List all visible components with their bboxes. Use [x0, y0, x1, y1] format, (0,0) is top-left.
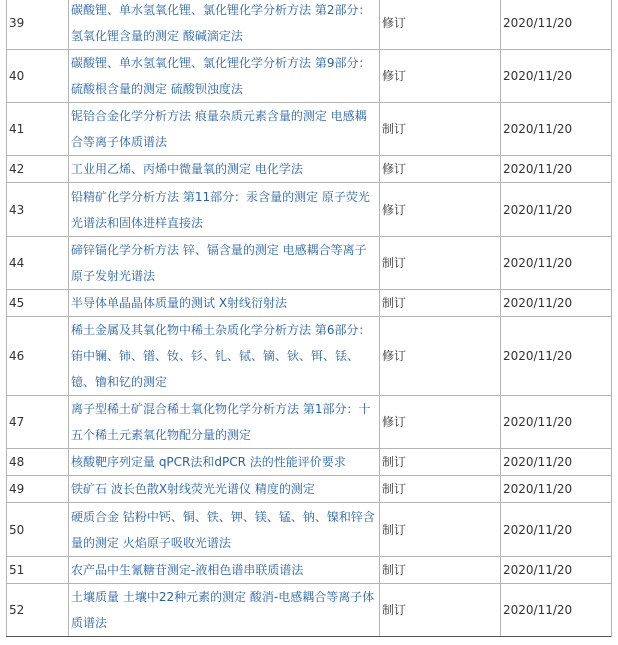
- revision-type: 制订: [380, 449, 501, 476]
- standard-name-link[interactable]: 稀土金属及其氧化物中稀土杂质化学分析方法 第6部分： 铕中镧、铈、镨、钕、钐、钆、铽、镝、钬、铒、铥、镱、镥和钇的测定: [71, 323, 371, 389]
- publish-date: 2020/11/20: [501, 584, 612, 637]
- standard-name-cell: [69, 156, 380, 183]
- standard-name-cell: [69, 183, 380, 237]
- row-number: 48: [7, 449, 69, 476]
- row-number: 40: [7, 50, 69, 103]
- table-row: [7, 476, 612, 503]
- row-number: 41: [7, 103, 69, 156]
- row-number: 45: [7, 290, 69, 317]
- table-row: [7, 183, 612, 237]
- standard-name-link[interactable]: 土壤质量 土壤中22种元素的测定 酸消-电感耦合等离子体质谱法: [71, 590, 375, 630]
- standard-name-link[interactable]: 农产品中生氰糖苷测定-液相色谱串联质谱法: [71, 563, 304, 577]
- standard-name-link[interactable]: 核酸靶序列定量 qPCR法和dPCR 法的性能评价要求: [71, 455, 346, 469]
- standard-name-cell: [69, 290, 380, 317]
- row-number: 46: [7, 317, 69, 396]
- publish-date: 2020/11/20: [501, 396, 612, 449]
- row-number: 39: [7, 0, 69, 50]
- revision-type: 制订: [380, 503, 501, 557]
- row-number: 51: [7, 557, 69, 584]
- revision-type: 制订: [380, 103, 501, 156]
- publish-date: 2020/11/20: [501, 449, 612, 476]
- table-bottom-border: [6, 636, 611, 637]
- row-number: 50: [7, 503, 69, 557]
- revision-type: 修订: [380, 0, 501, 50]
- revision-type: 修订: [380, 317, 501, 396]
- revision-type: 修订: [380, 183, 501, 237]
- table-row: [7, 50, 612, 103]
- publish-date: 2020/11/20: [501, 557, 612, 584]
- table-row: [7, 396, 612, 449]
- standard-name-cell: [69, 50, 380, 103]
- standard-name-cell: [69, 237, 380, 290]
- revision-type: 修订: [380, 396, 501, 449]
- standard-name-cell: [69, 0, 380, 50]
- table-row: [7, 103, 612, 156]
- row-number: 47: [7, 396, 69, 449]
- table-row: [7, 557, 612, 584]
- table-row: [7, 156, 612, 183]
- standard-name-cell: [69, 476, 380, 503]
- standard-name-cell: [69, 449, 380, 476]
- revision-type: 制订: [380, 557, 501, 584]
- standard-name-cell: [69, 396, 380, 449]
- publish-date: 2020/11/20: [501, 156, 612, 183]
- publish-date: 2020/11/20: [501, 476, 612, 503]
- standard-name-link[interactable]: 离子型稀土矿混合稀土氧化物化学分析方法 第1部分：十五个稀土元素氧化物配分量的测定: [71, 402, 371, 442]
- table-row: [7, 317, 612, 396]
- standard-name-cell: [69, 503, 380, 557]
- revision-type: 制订: [380, 584, 501, 637]
- standards-table-body: [7, 0, 612, 637]
- revision-type: 修订: [380, 156, 501, 183]
- standard-name-link[interactable]: 碳酸锂、单水氢氧化锂、氯化锂化学分析方法 第2部分：氢氧化锂含量的测定 酸碱滴定法: [71, 3, 371, 43]
- standard-name-link[interactable]: 硬质合金 钴粉中钙、铜、铁、钾、镁、锰、钠、镍和锌含量的测定 火焰原子吸收光谱法: [71, 509, 375, 550]
- standard-name-link[interactable]: 铅精矿化学分析方法 第11部分：汞含量的测定 原子荧光光谱法和固体进样直接法: [71, 189, 370, 230]
- standard-name-cell: [69, 317, 380, 396]
- publish-date: 2020/11/20: [501, 290, 612, 317]
- table-row: [7, 290, 612, 317]
- row-number: 44: [7, 237, 69, 290]
- publish-date: 2020/11/20: [501, 317, 612, 396]
- row-number: 49: [7, 476, 69, 503]
- table-row: [7, 584, 612, 637]
- row-number: 42: [7, 156, 69, 183]
- table-row: [7, 237, 612, 290]
- standard-name-link[interactable]: 铁矿石 波长色散X射线荧光光谱仪 精度的测定: [71, 482, 315, 496]
- table-row: [7, 449, 612, 476]
- standards-table: [6, 0, 612, 637]
- table-row: [7, 503, 612, 557]
- publish-date: 2020/11/20: [501, 183, 612, 237]
- standard-name-cell: [69, 584, 380, 637]
- standard-name-link[interactable]: 工业用乙烯、丙烯中微量氧的测定 电化学法: [71, 162, 303, 176]
- standard-name-link[interactable]: 半导体单晶晶体质量的测试 X射线衍射法: [71, 296, 288, 310]
- publish-date: 2020/11/20: [501, 103, 612, 156]
- standard-name-link[interactable]: 铌铪合金化学分析方法 痕量杂质元素含量的测定 电感耦合等离子体质谱法: [71, 109, 367, 149]
- publish-date: 2020/11/20: [501, 50, 612, 103]
- revision-type: 制订: [380, 237, 501, 290]
- standard-name-link[interactable]: 碲锌镉化学分析方法 锌、镉含量的测定 电感耦合等离子原子发射光谱法: [71, 243, 367, 283]
- revision-type: 制订: [380, 290, 501, 317]
- table-row: [7, 0, 612, 50]
- revision-type: 制订: [380, 476, 501, 503]
- revision-type: 修订: [380, 50, 501, 103]
- row-number: 52: [7, 584, 69, 637]
- row-number: 43: [7, 183, 69, 237]
- publish-date: 2020/11/20: [501, 237, 612, 290]
- publish-date: 2020/11/20: [501, 503, 612, 557]
- standard-name-cell: [69, 557, 380, 584]
- standard-name-cell: [69, 103, 380, 156]
- standard-name-link[interactable]: 碳酸锂、单水氢氧化锂、氯化锂化学分析方法 第9部分：硫酸根含量的测定 硫酸钡浊度法: [71, 56, 371, 96]
- publish-date: 2020/11/20: [501, 0, 612, 50]
